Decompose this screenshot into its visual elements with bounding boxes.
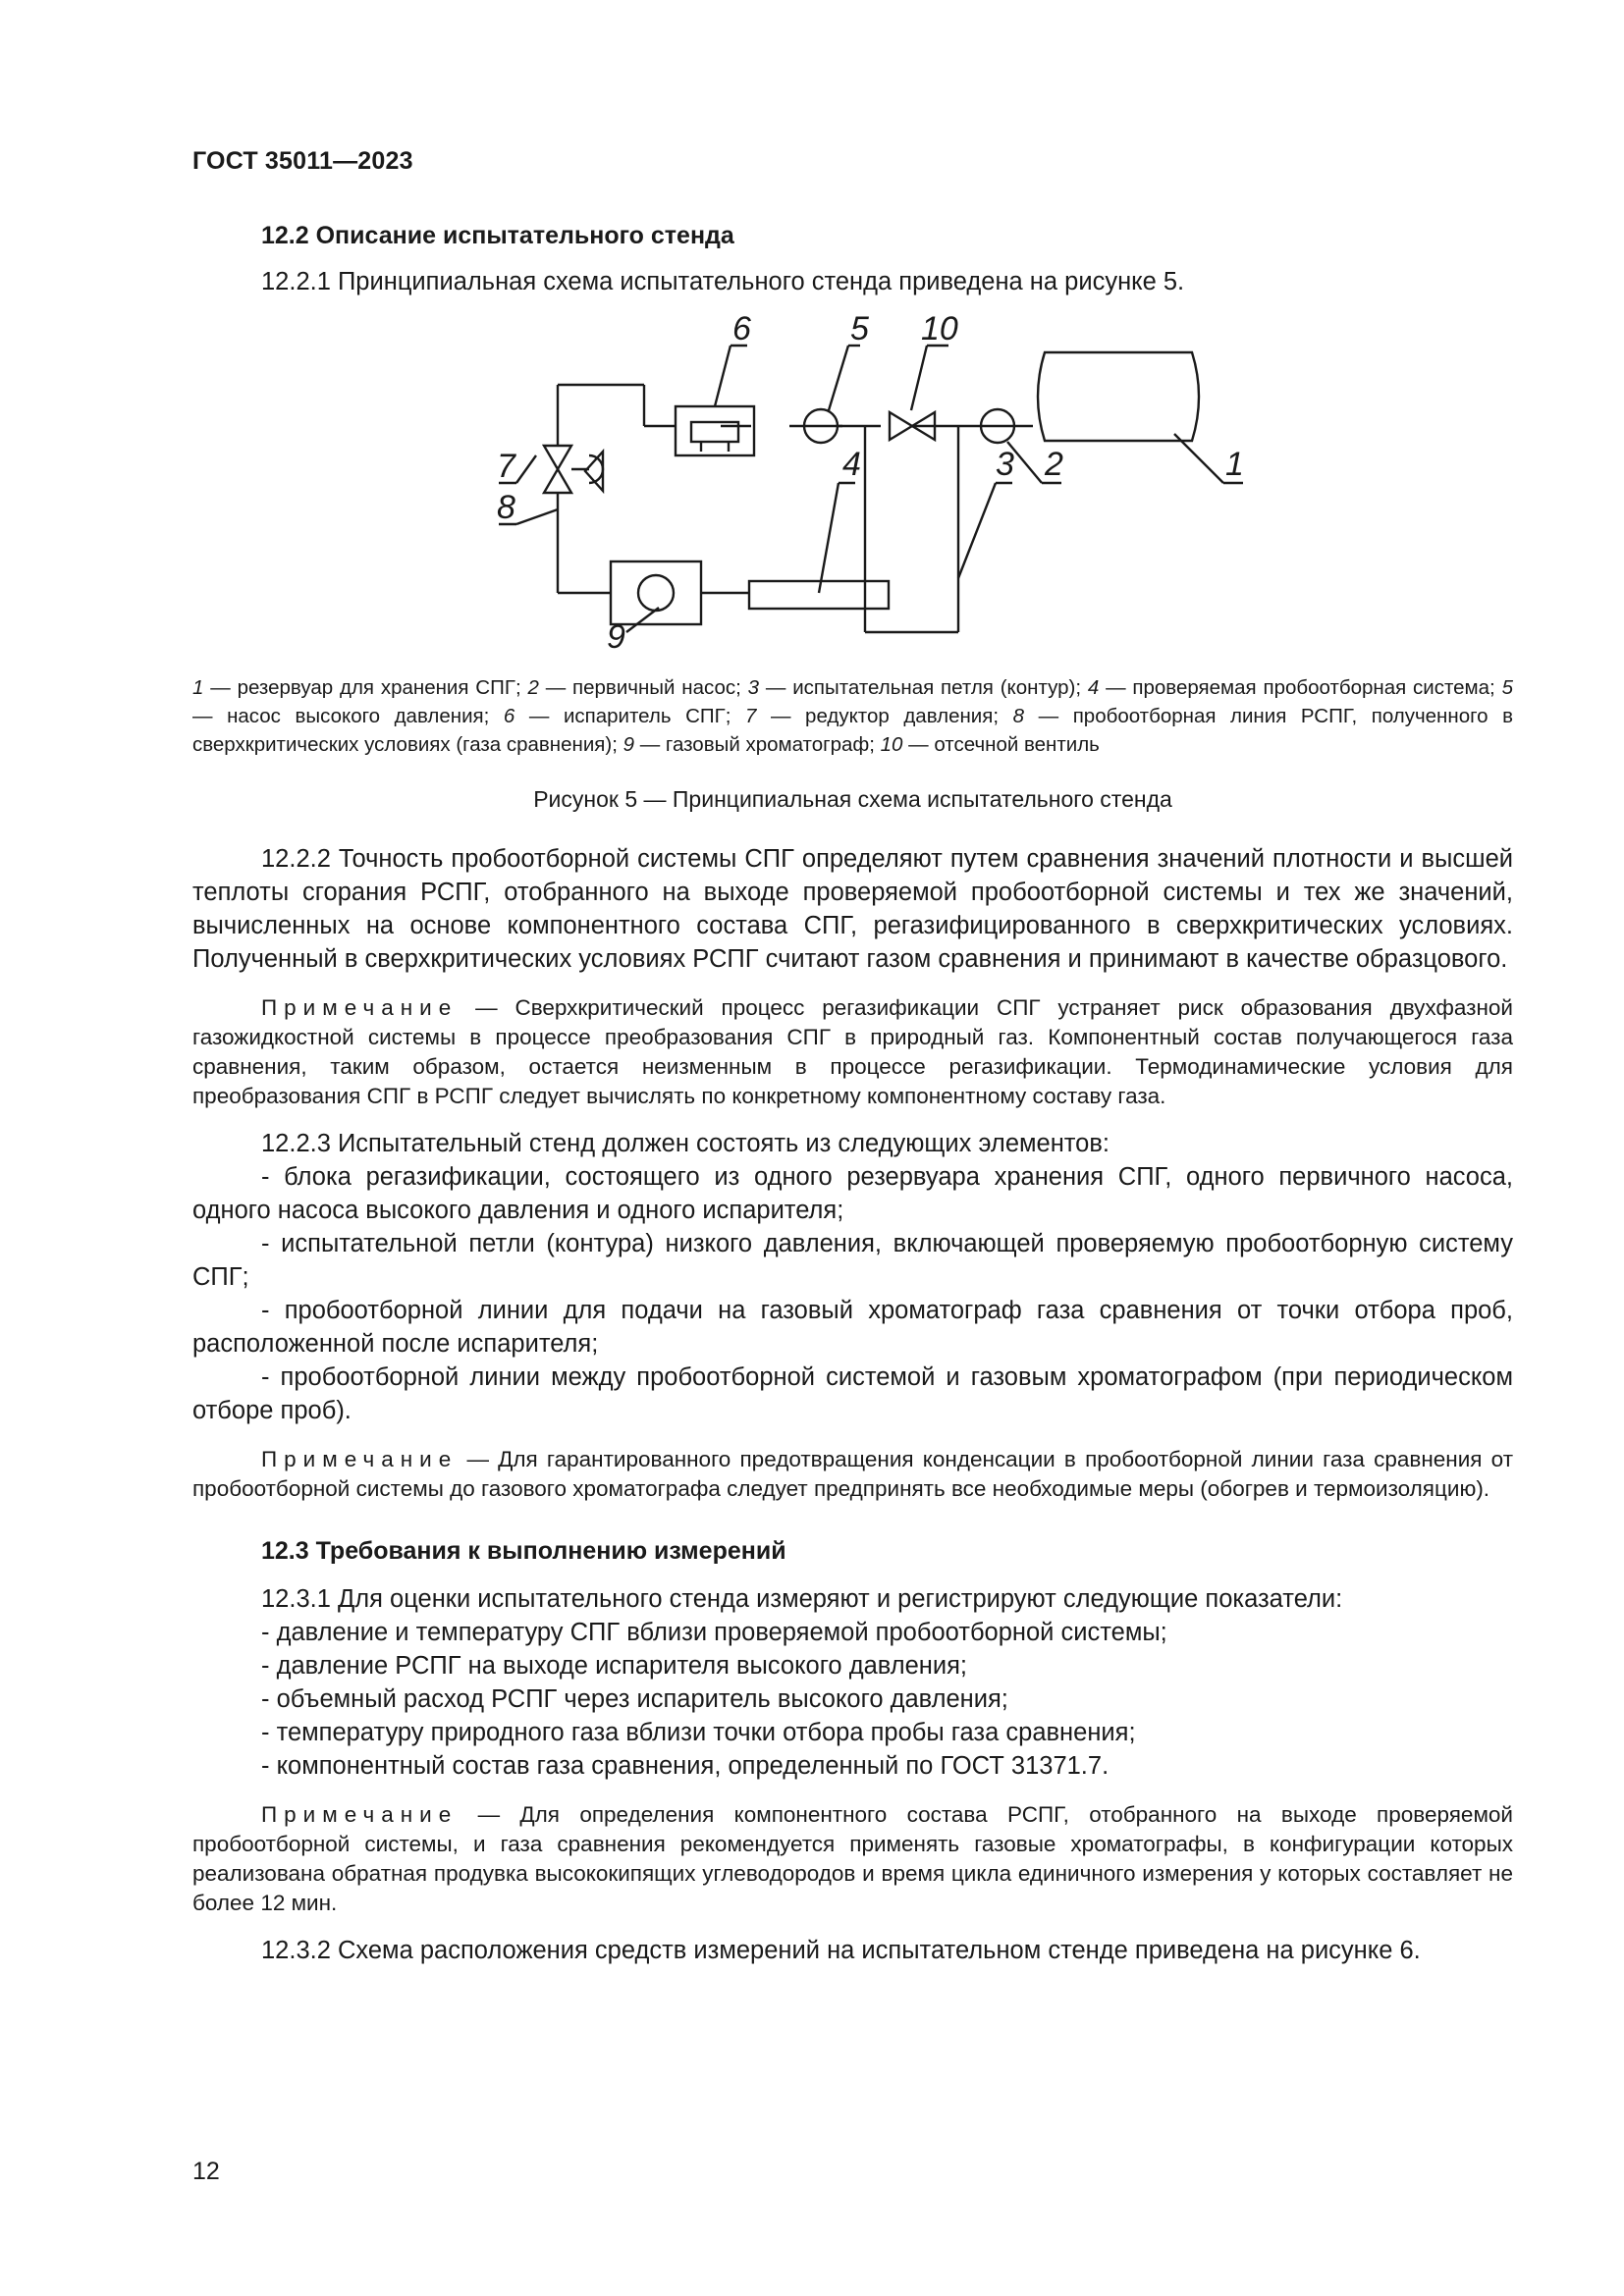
legend-num: 9	[623, 733, 635, 756]
list-item: - объемный расход РСПГ через испаритель высокого давления;	[261, 1685, 1008, 1713]
label-9: 9	[607, 618, 625, 652]
label-7: 7	[497, 448, 515, 485]
list-item: - давление и температуру СПГ вблизи проверяемой пробоотборной системы;	[261, 1619, 1167, 1646]
legend-num: 4	[1087, 676, 1100, 699]
legend-text: — насос высокого давления;	[192, 705, 504, 727]
note-label: Примечание	[261, 1802, 459, 1827]
note-1-text: — Сверхкритический процесс регазификации СПГ устраняет риск образования двухфазной газожидкостной системы в процессе преобразования СПГ в природный газ. Компонентный состав получающегося газа сравнения, таким образом, остается неизменным в процессе регазификации. Термодинамические условия для преобразования СПГ в РСПГ следует вычислять по конкретному компонентному составу газа.	[192, 995, 1513, 1108]
note-2	[192, 1445, 1513, 1504]
paragraph-12-2-2: 12.2.2 Точность пробоотборной системы СПГ определяют путем сравнения значений плотности и высшей теплоты сгорания РСПГ, отобранного на выходе проверяемой пробоотборной системы и тех же значений, вычисленных на основе компонентного состава СПГ, регазифицированного в сверхкритических условиях. Полученный в сверхкритических условиях РСПГ считают газом сравнения и принимают в качестве образцового.	[192, 845, 1513, 973]
list-item: - пробоотборной линии для подачи на газовый хроматограф газа сравнения от точки отбора проб, расположенной после испарителя;	[192, 1297, 1513, 1358]
legend-num: 5	[1501, 676, 1513, 699]
label-1: 1	[1225, 446, 1244, 483]
label-6: 6	[732, 310, 751, 347]
note-1	[192, 993, 1513, 1111]
legend-text: — испытательная петля (контур);	[759, 676, 1088, 699]
legend-text: — газовый хроматограф;	[634, 733, 881, 756]
sampling-system-under-test	[749, 581, 889, 609]
list-item: - компонентный состав газа сравнения, определенный по ГОСТ 31371.7.	[261, 1752, 1110, 1780]
legend-text: — испаритель СПГ;	[514, 705, 745, 727]
label-10: 10	[921, 310, 958, 347]
legend-num: 7	[745, 705, 757, 727]
figure-5-legend	[192, 673, 1513, 759]
lng-tank	[1038, 352, 1199, 441]
legend-num: 8	[1012, 705, 1025, 727]
legend-text: — первичный насос;	[538, 676, 748, 699]
note-2-text: — Для гарантированного предотвращения конденсации в пробоотборной линии газа сравнения от пробоотборной системы до газового хроматографа следует предпринять все необходимые меры (обогрев и термоизоляцию).	[192, 1447, 1513, 1501]
page-number: 12	[192, 2158, 220, 2185]
legend-num: 10	[880, 733, 903, 756]
legend-text: — пробоотборная линия РСПГ, полученного в сверхкритических условиях (газа сравнения);	[192, 705, 1513, 756]
figure-5-caption: Рисунок 5 — Принципиальная схема испытательного стенда	[533, 786, 1172, 812]
legend-text: — редуктор давления;	[756, 705, 1013, 727]
note-3	[192, 1800, 1513, 1918]
figure-5-diagram	[192, 308, 1513, 652]
paragraph-12-3-2: 12.3.2 Схема расположения средств измерений на испытательном стенде приведена на рисунке 6.	[261, 1937, 1421, 1964]
note-label: Примечание	[261, 1447, 459, 1471]
section-heading-12-3: 12.3 Требования к выполнению измерений	[261, 1537, 786, 1565]
legend-text: — резервуар для хранения СПГ;	[203, 676, 528, 699]
list-item: - температуру природного газа вблизи точки отбора пробы газа сравнения;	[261, 1719, 1136, 1746]
list-item: - давление РСПГ на выходе испарителя высокого давления;	[261, 1652, 968, 1680]
note-3-text: — Для определения компонентного состава РСПГ, отобранного на выходе проверяемой пробоотборной системы, и газа сравнения рекомендуется применять газовые хроматографы, в конфигурации которых реализована обратная продувка высококипящих углеводородов и время цикла единичного измерения у которых составляет не более 12 мин.	[192, 1802, 1513, 1915]
gas-chromatograph	[611, 561, 701, 624]
paragraph-12-3-1: 12.3.1 Для оценки испытательного стенда измеряют и регистрируют следующие показатели:	[261, 1585, 1343, 1613]
section-heading-12-2: 12.2 Описание испытательного стенда	[261, 222, 734, 249]
test-bench-schematic	[458, 308, 1341, 652]
label-2: 2	[1045, 446, 1063, 483]
note-label: Примечание	[261, 995, 459, 1020]
list-item: - испытательной петли (контура) низкого давления, включающей проверяемую пробоотборную систему СПГ;	[192, 1230, 1513, 1291]
lng-vaporizer	[676, 406, 754, 455]
page-content	[192, 218, 1513, 1967]
label-3: 3	[996, 446, 1014, 483]
list-item: - блока регазификации, состоящего из одного резервуара хранения СПГ, одного первичного насоса, одного насоса высокого давления и одного испарителя;	[192, 1163, 1513, 1224]
paragraph-12-2-3: 12.2.3 Испытательный стенд должен состоять из следующих элементов:	[261, 1130, 1110, 1157]
legend-num: 2	[527, 676, 539, 699]
legend-text: — проверяемая пробоотборная система;	[1099, 676, 1502, 699]
legend-num: 6	[503, 705, 515, 727]
legend-text: — отсечной вентиль	[902, 733, 1100, 756]
paragraph-12-2-1: 12.2.1 Принципиальная схема испытательного стенда приведена на рисунке 5.	[261, 268, 1185, 295]
legend-num: 3	[747, 676, 760, 699]
label-5: 5	[850, 310, 869, 347]
document-header: ГОСТ 35011—2023	[192, 147, 413, 175]
label-4: 4	[842, 446, 861, 483]
list-item: - пробоотборной линии между пробоотборной системой и газовым хроматографом (при периодическом отборе проб).	[192, 1363, 1513, 1424]
legend-num: 1	[192, 676, 204, 699]
label-8: 8	[497, 489, 515, 526]
pressure-reducer	[544, 446, 571, 493]
